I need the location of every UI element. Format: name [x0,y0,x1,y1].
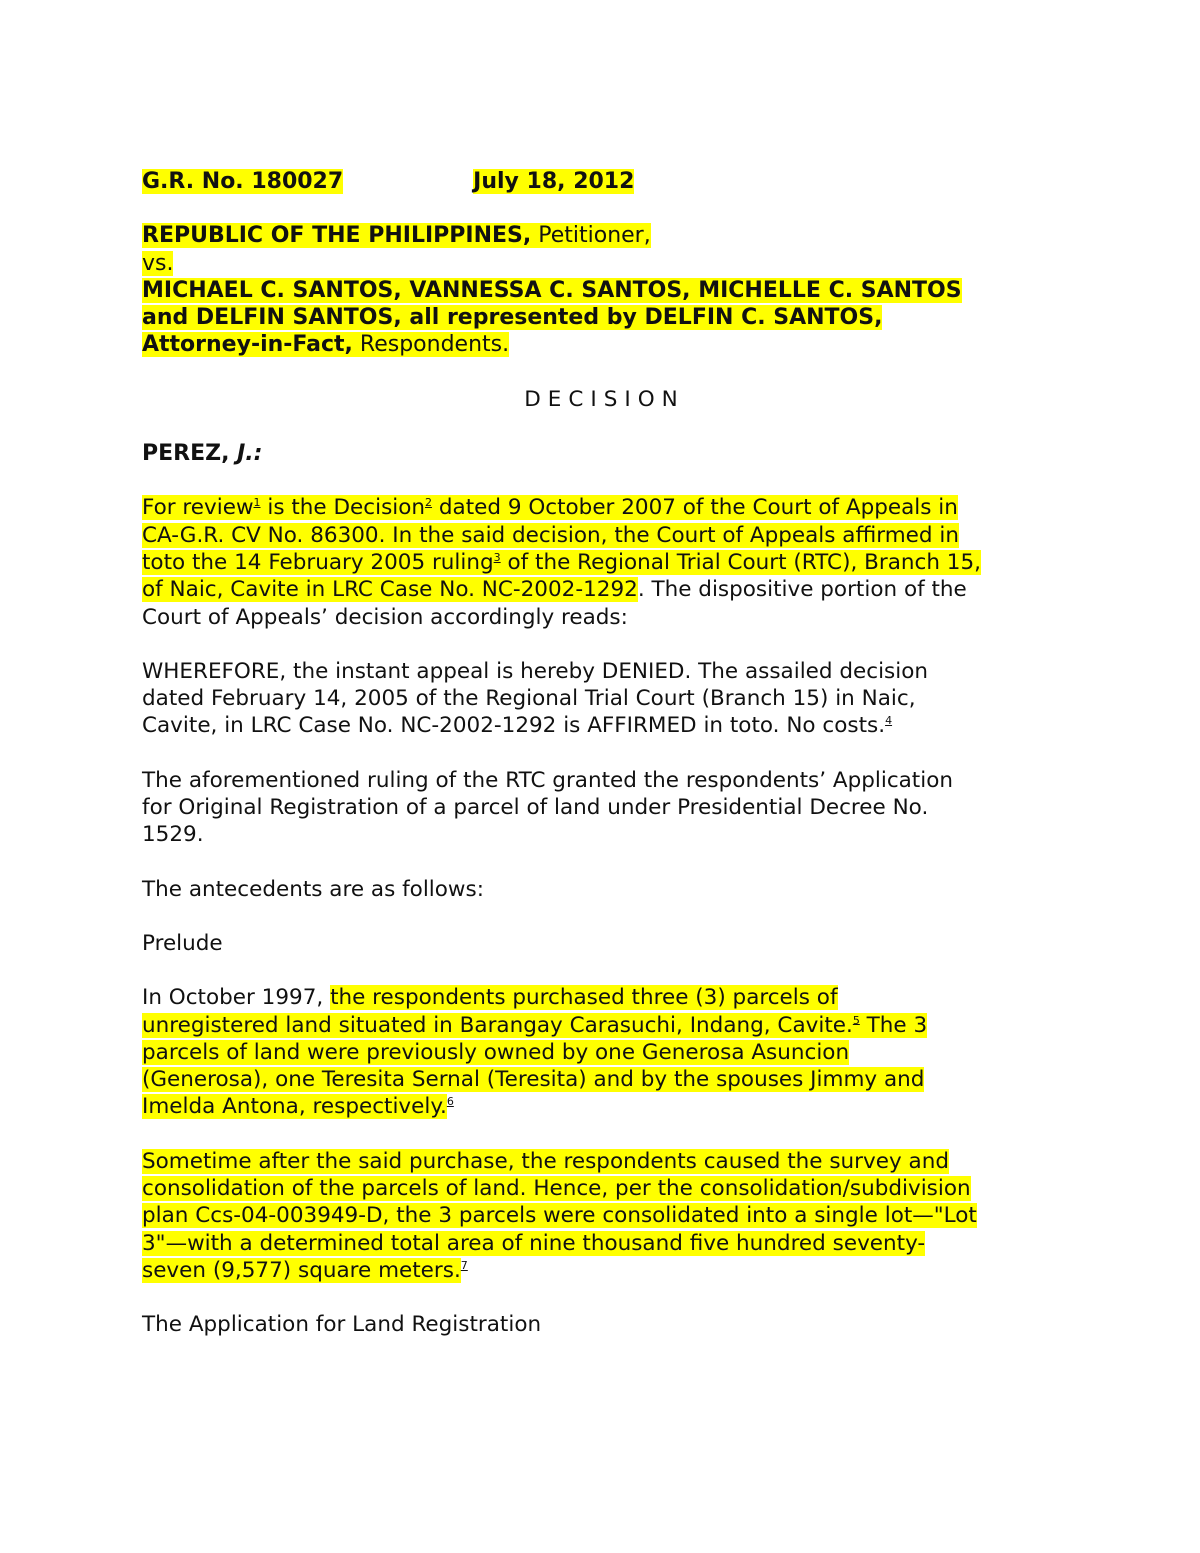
case-number: G.R. No. 180027 [142,169,344,194]
case-header [142,168,1067,195]
footnote-ref[interactable]: 6 [446,1095,454,1109]
heading-prelude: Prelude [142,930,223,956]
paragraph-ruling: The aforementioned ruling of the RTC granted the respondents’ Application for Original Registration of a parcel of land under Presidential Decree No. 1529. [142,767,953,848]
paragraph-purchase: In October 1997, the respondents purchased three (3) parcels of unregistered land situated in Barangay Carasuchi, Indang, Cavite.$^5$ The 3 parcels of land were previously owned by one Generosa Asuncion (Generosa), one Teresita Sernal (Teresita) and by the spouses Jimmy and Imelda Antona, respectively.$^6$ [142,985,928,1120]
document-page [142,168,1067,1339]
footnote-ref[interactable]: 1 [253,496,261,510]
respondents-line-3: Attorney-in-Fact, Respondents. [142,332,510,358]
respondents-line-1: MICHAEL C. SANTOS, VANNESSA C. SANTOS, MICHELLE C. SANTOS [142,277,962,303]
decision-title: DECISION [524,386,685,412]
heading-application: The Application for Land Registration [142,1312,542,1338]
paragraph-wherefore: WHEREFORE, the instant appeal is hereby DENIED. The assailed decision dated February 14, 2005 of the Regional Trial Court (Branch 15) in Naic, Cavite, in LRC Case No. NC-2002-1292 is AFFIRMED in toto. No costs.$^4$ [142,658,928,739]
versus-line: vs. [142,250,174,276]
paragraph-survey: Sometime after the said purchase, the respondents caused the survey and consolidation of the parcels of land. Hence, per the consolidation/subdivision plan Ccs-04-003949-D, the 3 parcels were consolidated into a single lot—"Lot 3"—with a determined total area of nine thousand five hundred seventy- seven (9,577) square meters.$^7$ [142,1148,977,1283]
petitioner-line: REPUBLIC OF THE PHILIPPINES, Petitioner, [142,223,651,249]
footnote-ref[interactable]: 7 [460,1258,468,1272]
footnote-ref[interactable]: 5 [852,1013,860,1027]
footnote-ref[interactable]: 2 [425,496,433,510]
footnote-ref[interactable]: 4 [885,714,893,728]
footnote-ref[interactable]: 3 [493,550,501,564]
paragraph-antecedents: The antecedents are as follows: [142,876,484,902]
ponente: PEREZ, J.: [142,441,263,467]
case-date: July 18, 2012 [473,169,635,194]
paragraph-review: For review$^1$ is the Decision$^2$ dated 9 October 2007 of the Court of Appeals in CA-G.R. CV No. 86300. In the said decision, the Court of Appeals affirmed in toto the 14 February 2005 ruling$^3$ of the Regional Trial Court (RTC), Branch 15, of Naic, Cavite in LRC Case No. NC-2002-1292. The dispositive portion of the Court of Appeals’ decision accordingly reads: [142,495,981,630]
respondents-line-2: and DELFIN SANTOS, all represented by DELFIN C. SANTOS, [142,305,883,331]
